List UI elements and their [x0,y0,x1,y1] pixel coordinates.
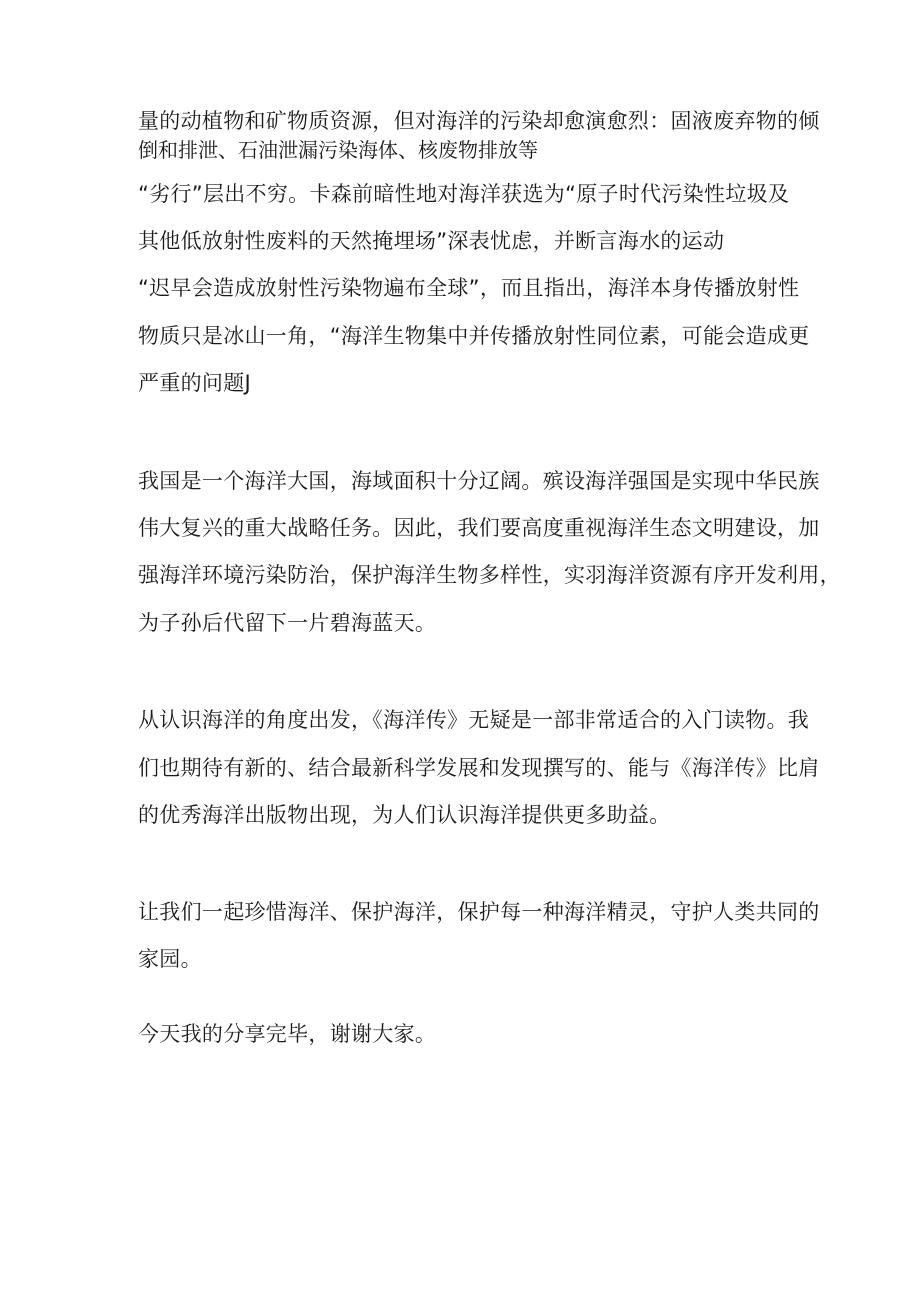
text-line: 今天我的分享完毕，谢谢大家。 [138,1022,437,1046]
text-line: “劣行”层出不穷。卡森前暗性地对海洋获选为“原子时代污染性垃圾及 [138,182,790,206]
text-line: 为子孙后代留下一片碧海蓝天。 [138,611,437,635]
text-line: 倒和排泄、石油泄漏污染海体、核废物排放等 [138,138,538,162]
text-line: 严重的问题J [138,371,251,395]
text-line: 强海洋环境污染防治，保护海洋生物多样性，实羽海洋资源有序开发利用， [138,563,841,587]
text-line: 们也期待有新的、结合最新科学发展和发现撰写的、能与《海洋传》比肩 [138,756,820,780]
text-line: 我国是一个海洋大国，海域面积十分辽阔。殡设海洋强国是实现中华民族 [138,469,820,493]
text-line: 量的动植物和矿物质资源，但对海洋的污染却愈演愈烈：固液废弃物的倾 [138,109,820,133]
text-line: “迟早会造成放射性污染物遍布全球”，而且指出，海洋本身传播放射性 [138,276,800,300]
text-line: 伟大复兴的重大战略任务。因此，我们要高度重视海洋生态文明建设，加 [138,516,820,540]
text-line: 物质只是冰山一角，“海洋生物集中并传播放射性同位素，可能会造成更 [138,324,810,348]
text-line: 的优秀海洋出版物出现，为人们认识海洋提供更多助益。 [138,803,671,827]
text-line: 从认识海洋的角度出发，《海洋传》无疑是一部非常适合的入门读物。我 [138,708,810,732]
text-line: 家园。 [138,947,202,971]
text-line: 其他低放射性废料的天然掩埋场”深表忧虑，并断言海水的运动 [138,229,725,253]
text-line: 让我们一起珍惜海洋、保护海洋，保护每一种海洋精灵，守护人类共同的 [138,900,820,924]
